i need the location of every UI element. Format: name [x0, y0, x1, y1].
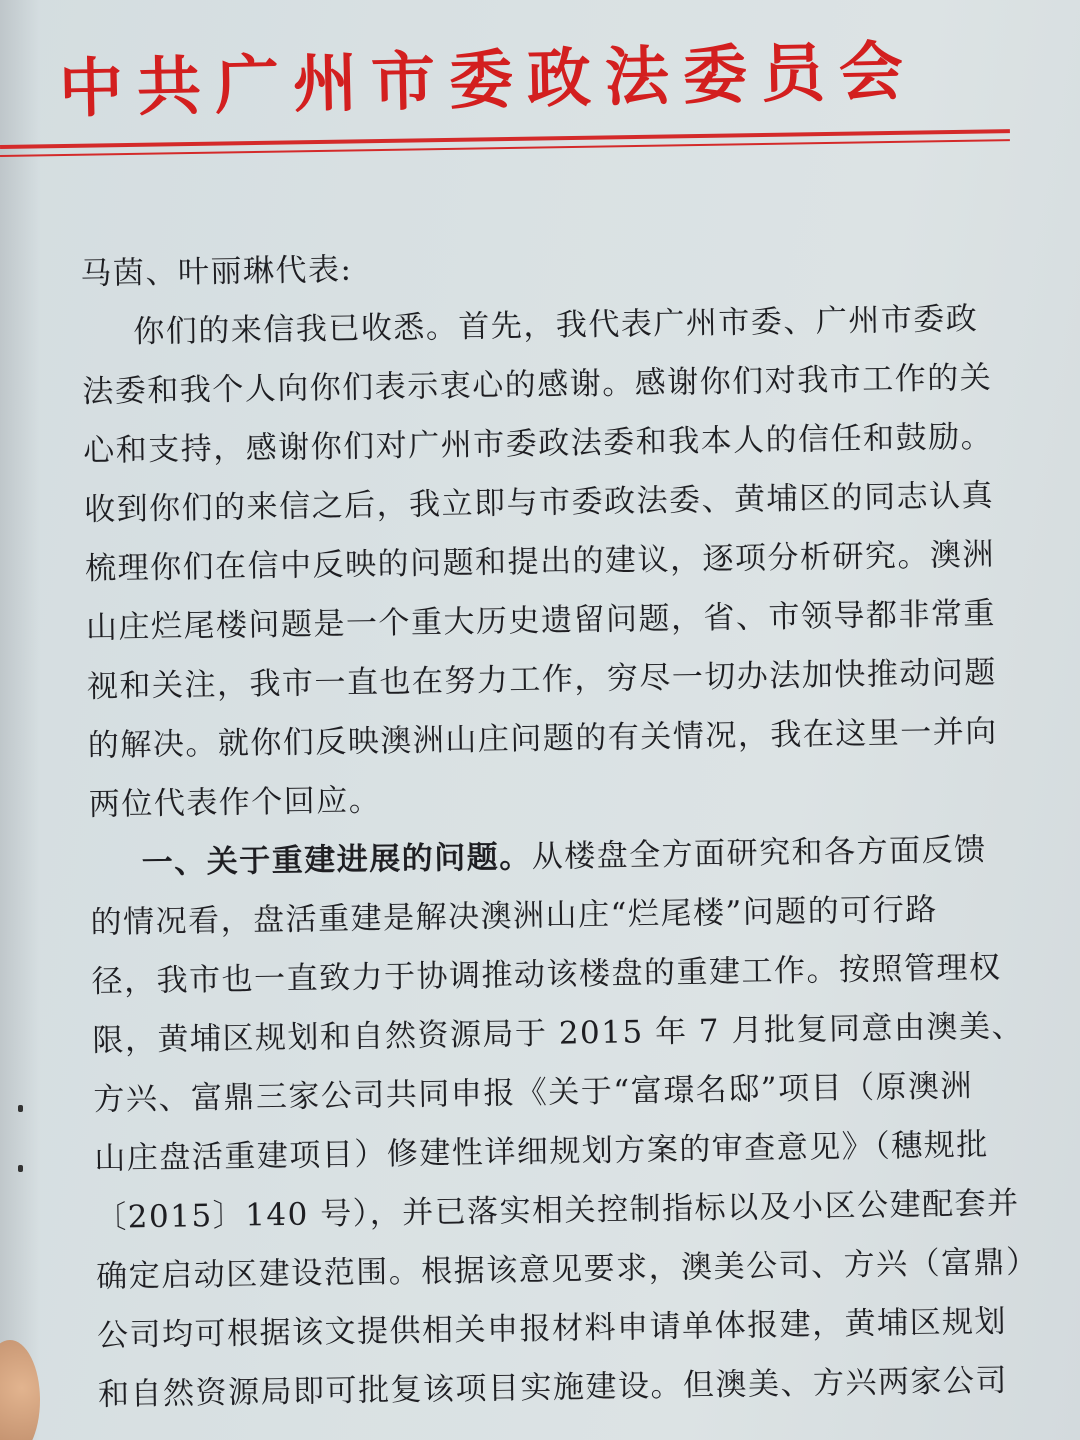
letterhead-rule-thick — [0, 129, 1010, 149]
section-1-line: 和自然资源局即可批复该项目实施建设。但澳美、方兴两家公司 — [97, 1362, 1009, 1413]
letterhead-title: 中共广州市委政法委员会 — [58, 34, 918, 127]
section-1-line: 〔2015〕140 号），并已落实相关控制指标以及小区公建配套并 — [95, 1185, 1020, 1236]
paragraph-line: 的解决。就你们反映澳洲山庄问题的有关情况，我在这里一并向 — [87, 713, 999, 764]
paragraph-line: 法委和我个人向你们表示衷心的感谢。感谢你们对我市工作的关 — [82, 359, 993, 410]
paragraph-line: 收到你们的来信之后，我立即与市委政法委、黄埔区的同志认真 — [83, 477, 995, 528]
paragraph-line: 梳理你们在信中反映的问题和提出的建议，逐项分析研究。澳洲 — [84, 536, 996, 587]
paragraph-line: 你们的来信我已收悉。首先，我代表广州市委、广州市委政 — [133, 300, 979, 351]
section-1-line: 方兴、富鼎三家公司共同申报《关于“富璟名邸”项目（原澳洲 — [93, 1068, 974, 1118]
paragraph-line: 两位代表作个回应。 — [88, 782, 382, 823]
section-1-line: 径，我市也一直致力于协调推动该楼盘的重建工作。按照管理权 — [91, 949, 1002, 1000]
page-shadow — [0, 0, 40, 1440]
salutation: 马茵、叶丽琳代表: — [80, 251, 353, 292]
paragraph-line: 视和关注，我市一直也在努力工作，穷尽一切办法加快推动问题 — [86, 654, 998, 705]
section-1-line: 确定启动区建设范围。根据该意见要求，澳美公司、方兴（富鼎） — [95, 1244, 1039, 1295]
section-1-heading: 一、关于重建进展的问题。 — [141, 838, 532, 882]
paper-speck — [18, 1105, 23, 1112]
section-1-line: 限，黄埔区规划和自然资源局于 2015 年 7 月批复同意由澳美、 — [92, 1008, 1025, 1059]
paper-speck — [18, 1165, 23, 1172]
section-1-first-text: 从楼盘全方面研究和各方面反馈 — [531, 831, 987, 875]
paragraph-line: 山庄烂尾楼问题是一个重大历史遗留问题，省、市领导都非常重 — [85, 595, 997, 646]
section-1-line: 公司均可根据该文提供相关申报材料申请单体报建，黄埔区规划 — [96, 1303, 1008, 1354]
letter-body — [80, 230, 1058, 1425]
section-1-line: 的情况看，盘活重建是解决澳洲山庄“烂尾楼”问题的可行路 — [90, 891, 939, 941]
section-1-line: 山庄盘活重建项目）修建性详细规划方案的审查意见》（穗规批 — [94, 1126, 990, 1177]
paragraph-line: 心和支持，感谢你们对广州市委政法委和我本人的信任和鼓励。 — [82, 418, 994, 469]
